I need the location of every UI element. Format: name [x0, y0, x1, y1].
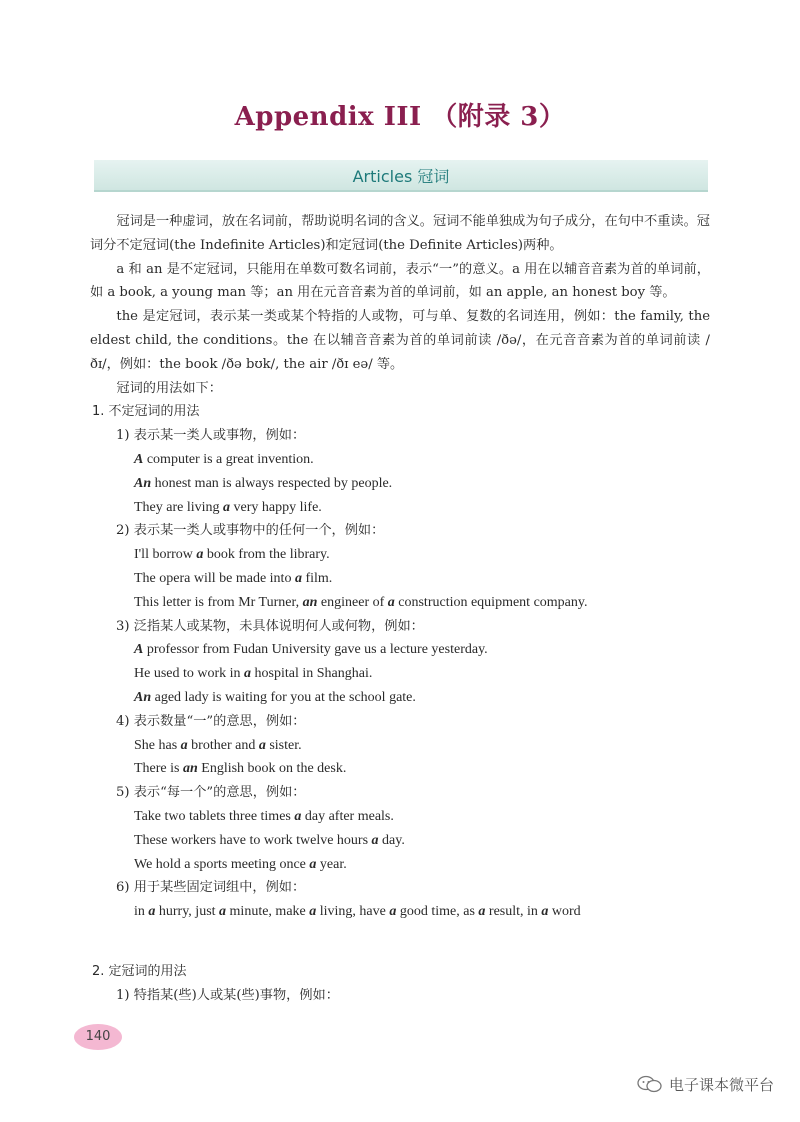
- article-emphasis: a: [478, 904, 486, 920]
- usage-item-label: 1) 表示某一类人或事物，例如：: [116, 428, 306, 444]
- example-sentence: [90, 638, 710, 662]
- article-emphasis: a: [223, 499, 231, 515]
- article-emphasis: An: [134, 689, 152, 705]
- article-emphasis: a: [244, 666, 252, 682]
- article-emphasis: a: [258, 737, 266, 753]
- usage-item-label: 1) 特指某(些)人或某(些)事物，例如：: [116, 987, 339, 1003]
- usage-item-label: 3) 泛指某人或某物，未具体说明何人或何物，例如：: [116, 618, 424, 634]
- example-text: She has: [134, 737, 181, 753]
- intro-paragraph: 冠词是一种虚词，放在名词前，帮助说明名词的含义。冠词不能单独成为句子成分，在句中不重读。冠词分不定冠词(the Indefinite Articles)和定冠词(the Definite Articles)两种。: [90, 214, 710, 253]
- article-emphasis: a: [294, 808, 302, 824]
- example-text: These workers have to work twelve hours: [134, 832, 372, 848]
- example-text: We hold a sports meeting once: [134, 856, 310, 872]
- article-emphasis: a: [219, 904, 227, 920]
- article-emphasis: a: [541, 904, 549, 920]
- example-sentence: [90, 757, 710, 781]
- lower-content: [90, 960, 710, 1008]
- article-emphasis: a: [196, 547, 204, 563]
- example-text: English book on the desk.: [197, 761, 347, 777]
- example-sentence: [90, 496, 710, 520]
- usage-item-label: 4) 表示数量“一”的意思，例如：: [116, 713, 306, 729]
- example-sentence: [90, 543, 710, 567]
- example-text: hospital in Shanghai.: [251, 666, 373, 682]
- intro-paragraph: 冠词的用法如下：: [116, 380, 222, 396]
- watermark: [637, 1074, 774, 1094]
- article-emphasis: a: [148, 904, 156, 920]
- example-text: aged lady is waiting for you at the school gate.: [151, 689, 416, 705]
- page-title: Appendix III （附录 3）: [234, 102, 566, 132]
- article-emphasis: a: [294, 570, 302, 586]
- example-text: living, have: [316, 904, 390, 920]
- wechat-icon: [637, 1075, 663, 1093]
- example-sentence: [90, 829, 710, 853]
- page-number: 140: [74, 1024, 122, 1050]
- example-sentence: [90, 567, 710, 591]
- example-text: This letter is from Mr Turner,: [134, 594, 303, 610]
- usage-item-label: 2) 表示某一类人或事物中的任何一个，例如：: [116, 523, 385, 539]
- example-text: engineer of: [317, 594, 388, 610]
- usage-item-label: 6) 用于某些固定词组中，例如：: [116, 880, 306, 896]
- watermark-text: 电子课本微平台: [668, 1075, 774, 1094]
- example-text: There is: [134, 761, 183, 777]
- example-text: day after meals.: [301, 808, 394, 824]
- example-text: result, in: [485, 904, 542, 920]
- example-sentence: [90, 853, 710, 877]
- example-text: brother and: [187, 737, 259, 753]
- example-sentence: [90, 662, 710, 686]
- section-banner: [94, 160, 708, 192]
- section-heading: 2. 定冠词的用法: [92, 964, 187, 979]
- example-sentence: [90, 805, 710, 829]
- usage-item-label: 5) 表示“每一个”的意思，例如：: [116, 785, 306, 801]
- example-sentence: [90, 472, 710, 496]
- article-emphasis: an: [182, 761, 198, 777]
- article-emphasis: an: [302, 594, 318, 610]
- example-text: year.: [316, 856, 347, 872]
- example-text: construction equipment company.: [394, 594, 588, 610]
- example-text: The opera will be made into: [134, 570, 295, 586]
- example-text: I'll borrow: [134, 547, 197, 563]
- example-sentence: [90, 734, 710, 758]
- example-text: word: [548, 904, 581, 920]
- article-emphasis: a: [371, 832, 379, 848]
- example-text: hurry, just: [155, 904, 220, 920]
- intro-paragraph: a 和 an 是不定冠词，只能用在单数可数名词前，表示“一”的意义。a 用在以辅音音素为首的单词前，如 a book, a young man 等；an 用在元音音素为首的单词前，如 an apple, an honest boy 等。: [90, 261, 710, 301]
- example-sentence: [90, 448, 710, 472]
- intro-paragraph: the 是定冠词，表示某一类或某个特指的人或物，可与单、复数的名词连用，例如：the family, the eldest child, the conditions。the 在以辅音音素为首的单词前读 /ðə/，在元音音素为首的单词前读 /ðɪ/，例如：the book /ðə bʊk/, the air /ðɪ eə/ 等。: [90, 309, 710, 372]
- example-text: good time, as: [396, 904, 479, 920]
- banner-title: Articles 冠词: [352, 167, 450, 186]
- example-text: book from the library.: [203, 547, 330, 563]
- example-text: professor from Fudan University gave us a lecture yesterday.: [143, 642, 488, 658]
- article-emphasis: A: [134, 642, 144, 658]
- article-emphasis: a: [180, 737, 188, 753]
- article-emphasis: a: [389, 904, 397, 920]
- example-text: sister.: [265, 737, 302, 753]
- example-text: minute, make: [226, 904, 310, 920]
- usage-list: [90, 424, 710, 924]
- example-sentence: [90, 900, 710, 924]
- main-content: [90, 210, 710, 924]
- section-heading: 1. 不定冠词的用法: [92, 404, 200, 420]
- article-emphasis: a: [387, 594, 395, 610]
- article-emphasis: An: [134, 475, 152, 491]
- example-text: day.: [378, 832, 405, 848]
- example-text: very happy life.: [230, 499, 322, 515]
- example-text: computer is a great invention.: [143, 451, 314, 467]
- example-text: Take two tablets three times: [134, 808, 295, 824]
- example-sentence: [90, 686, 710, 710]
- example-sentence: [90, 591, 710, 615]
- article-emphasis: A: [134, 451, 144, 467]
- example-text: He used to work in: [134, 666, 245, 682]
- article-emphasis: a: [309, 856, 317, 872]
- example-text: honest man is always respected by people.: [151, 475, 393, 491]
- example-text: film.: [301, 570, 333, 586]
- example-text: They are living: [134, 499, 224, 515]
- article-emphasis: a: [309, 904, 317, 920]
- example-text: in: [134, 904, 149, 920]
